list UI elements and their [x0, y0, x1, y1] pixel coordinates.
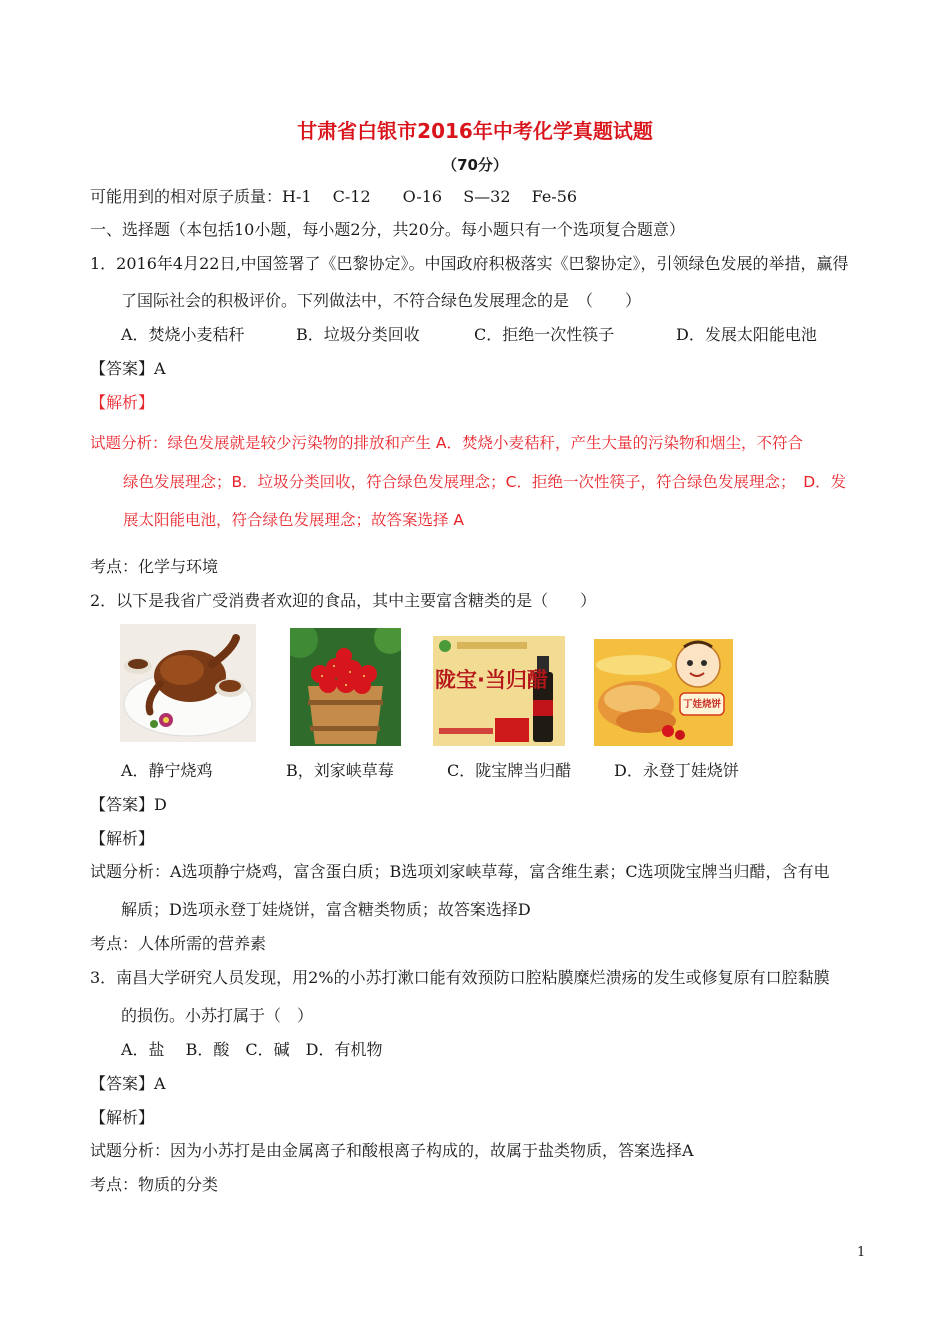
- q2-answer: 【答案】D: [90, 795, 167, 814]
- q3-analysis-line1: 试题分析：因为小苏打是由金属离子和酸根离子构成的，故属于盐类物质，答案选择A: [90, 1141, 694, 1160]
- q2-analysis-line1: 试题分析：A选项静宁烧鸡，富含蛋白质；B选项刘家峡草莓，富含维生素；C选项陇宝牌当归醋，含有电: [90, 862, 830, 881]
- q3-point: 考点：物质的分类: [90, 1175, 219, 1194]
- q3-answer: 【答案】A: [90, 1074, 166, 1093]
- q1-stem-line2: 了国际社会的积极评价。下列做法中，不符合绿色发展理念的是 （ ）: [121, 291, 642, 310]
- q2-analysis-label: 【解析】: [90, 829, 155, 848]
- q3-stem-line1: 3．南昌大学研究人员发现，用2%的小苏打漱口能有效预防口腔粘膜糜烂溃疡的发生或修复原有口腔黏膜: [90, 968, 830, 987]
- roast-chicken-image: [120, 624, 256, 742]
- q3-stem-line2: 的损伤。小苏打属于（ ）: [121, 1006, 314, 1025]
- q1-analysis-line3: 展太阳能电池，符合绿色发展理念；故答案选择 A: [123, 511, 465, 529]
- total-score: （70分）: [442, 156, 508, 174]
- q2-option-b: B，刘家峡草莓: [286, 761, 394, 780]
- q1-option-c: C．拒绝一次性筷子: [474, 325, 615, 344]
- q2-option-d: D．永登丁娃烧饼: [614, 761, 739, 780]
- q1-option-d: D．发展太阳能电池: [676, 325, 817, 344]
- q1-answer: 【答案】A: [90, 359, 166, 378]
- q1-option-a: A．焚烧小麦秸秆: [121, 325, 245, 344]
- q3-analysis-label: 【解析】: [90, 1108, 155, 1127]
- page-title: 甘肃省白银市2016年中考化学真题试题: [297, 119, 653, 143]
- q1-point: 考点：化学与环境: [90, 557, 219, 576]
- q1-stem-line1: 1．2016年4月22日,中国签署了《巴黎协定》。中国政府积极落实《巴黎协定》，引领绿色发展的举措，赢得: [90, 254, 849, 273]
- q2-stem: 2．以下是我省广受消费者欢迎的食品，其中主要富含糖类的是（ ）: [90, 591, 597, 610]
- q1-analysis-line1: 试题分析：绿色发展就是较少污染物的排放和产生 A．焚烧小麦秸秆，产生大量的污染物和烟尘，不符合: [90, 434, 804, 452]
- section-header: 一、选择题（本包括10小题，每小题2分，共20分。每小题只有一个选项复合题意）: [90, 220, 685, 239]
- page-number: 1: [857, 1245, 866, 1260]
- atomic-mass-line: 可能用到的相对原子质量：H-1 C-12 O-16 S—32 Fe-56: [90, 187, 578, 206]
- strawberry-bucket-image: [290, 628, 401, 746]
- vinegar-brand-text: 陇宝·当归醋: [435, 668, 548, 692]
- bread-brand-text: 丁娃烧饼: [683, 699, 722, 710]
- q1-option-b: B．垃圾分类回收: [296, 325, 420, 344]
- bread-ad-image: [594, 639, 733, 746]
- q3-options: A．盐 B．酸 C．碱 D．有机物: [121, 1040, 383, 1059]
- vinegar-ad-image: [433, 636, 565, 746]
- q2-point: 考点：人体所需的营养素: [90, 934, 267, 953]
- q2-option-a: A．静宁烧鸡: [121, 761, 213, 780]
- q2-analysis-line2: 解质；D选项永登丁娃烧饼，富含糖类物质；故答案选择D: [121, 900, 531, 919]
- q1-analysis-label: 【解析】: [90, 393, 155, 412]
- q2-option-c: C．陇宝牌当归醋: [447, 761, 572, 780]
- q1-analysis-line2: 绿色发展理念；B．垃圾分类回收，符合绿色发展理念；C．拒绝一次性筷子，符合绿色发展理念； D．发: [123, 473, 847, 491]
